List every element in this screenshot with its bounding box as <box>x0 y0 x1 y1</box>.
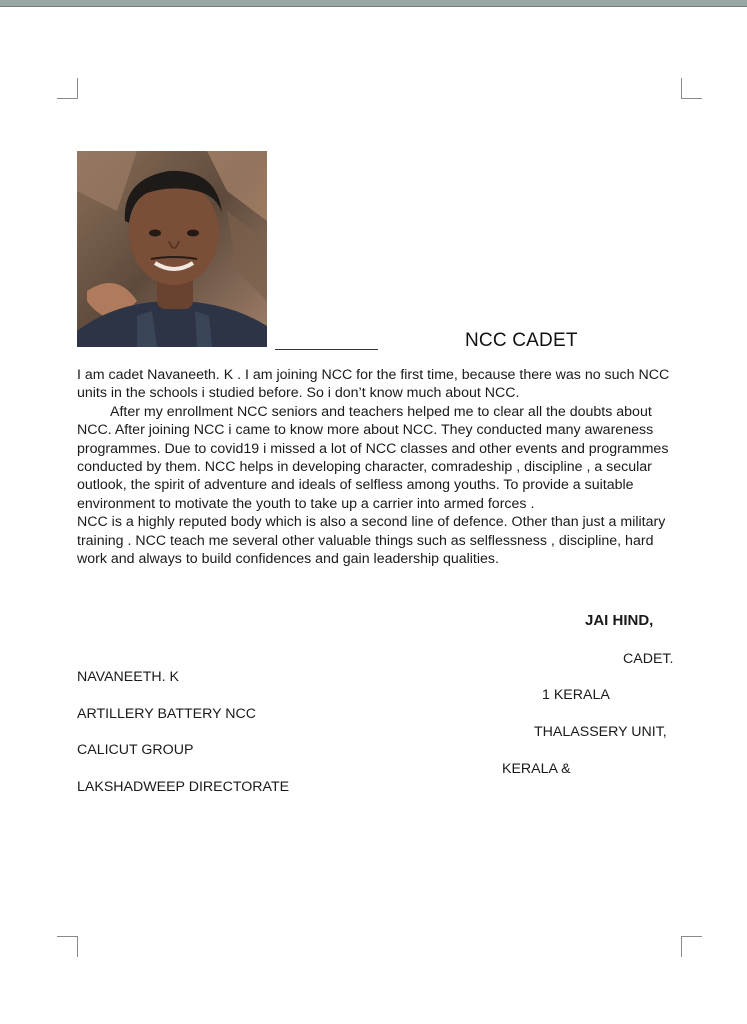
state-name: KERALA & <box>502 761 571 777</box>
paragraph-1: I am cadet Navaneeth. K . I am joining NCC for the first time, because there was no such NCC units in the schools i studied before. So i don’t know much about NCC. <box>77 367 670 402</box>
crop-mark-top-left <box>57 78 78 99</box>
cadet-rank: CADET. <box>623 651 674 667</box>
crop-mark-bottom-right <box>681 936 702 957</box>
unit-location: THALASSERY UNIT, <box>534 724 667 740</box>
crop-mark-bottom-left <box>57 936 78 957</box>
battalion-name: 1 KERALA <box>542 687 610 703</box>
top-border <box>0 0 747 7</box>
crop-mark-top-right <box>681 78 702 99</box>
paragraph-3: NCC is a highly reputed body which is also a second line of defence. Other than just a military training . NCC teach me several other valuable things such as selflessness , discipline, hard work and always to build confidences and gain leadership qualities. <box>77 514 666 568</box>
essay-body <box>77 366 677 568</box>
paragraph-2: After my enrollment NCC seniors and teachers helped me to clear all the doubts about NCC. After joining NCC i came to know more about NCC. They conducted many awareness programmes. Due to covid19 i missed a lot of NCC classes and other events and programmes conducted by them. NCC helps in developing character, comradeship , discipline , a secular outlook, the spirit of adventure and ideals of selfless among youths. To provide a suitable environment to motivate the youth to take up a carrier into armed forces . <box>77 403 669 512</box>
directorate-name: LAKSHADWEEP DIRECTORATE <box>77 779 290 795</box>
closing-salutation: JAI HIND, <box>585 612 654 629</box>
signature-line <box>275 349 378 350</box>
portrait-image <box>77 151 267 347</box>
group-name: CALICUT GROUP <box>77 742 194 758</box>
cadet-name: NAVANEETH. K <box>77 669 179 685</box>
unit-name: ARTILLERY BATTERY NCC <box>77 706 256 722</box>
cadet-photo <box>77 151 267 347</box>
page-title: NCC CADET <box>465 330 578 351</box>
